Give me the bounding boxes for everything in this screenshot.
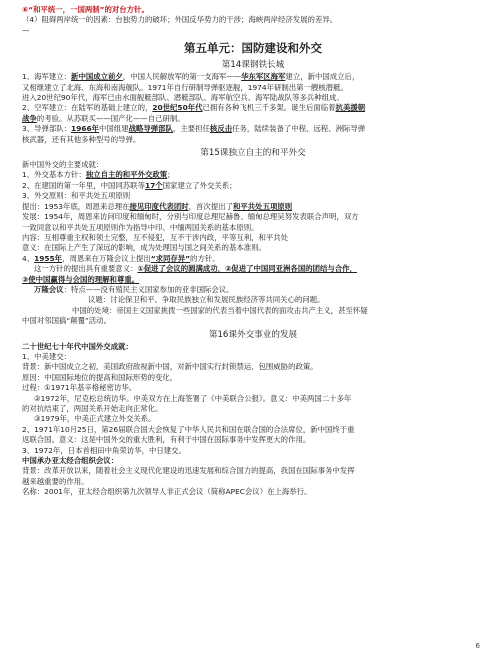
diplomacy-intro: 新中国外交的主要成就：: [22, 160, 104, 170]
first-year-relations: 2、在建国的第一年里，中国同苏联等17个国家建立了外交关系；: [22, 180, 237, 190]
basic-policy: 1、外交基本方针：独立自主的和平外交政策；: [22, 170, 175, 180]
airforce-paragraph: 2、空军建立：在陆军的基础上建立的，20世纪50年代已拥有各种飞机三千多架。诞生后面临着抗美援朝: [22, 103, 366, 113]
un-seat: 2、1971年10月25日，第26届联合国大会恢复了中华人民共和国在联合国的合法席位，新中国终于重: [22, 424, 355, 434]
diplomatic-principles: 3、外交原则：和平共处五项原则: [22, 191, 131, 201]
process-step-2: ②1972年，尼克松总统访华。中美双方在上海签署了《中美联合公报》。意义：中美两国二十多年: [34, 393, 352, 403]
apec-name: 名称：2001年，亚太经合组织第九次领导人非正式会议（简称APEC会议）在上海举行。: [22, 487, 312, 497]
bandung-topic: 议题：讨论保卫和平、争取民族独立和发展民族经济等共同关心的问题。: [88, 295, 325, 305]
unit-title: 第五单元：国防建设和外交: [184, 41, 322, 56]
un-seat-2: 返联合国。意义：这是中国外交的重大胜利，有利于中国在国际事务中发挥更大的作用。: [22, 435, 311, 445]
principles-development-2: 一致同意以和平共处五项原则作为指导中印、中缅两国关系的基本原则。: [22, 222, 259, 232]
sino-us-relations: 1、中美建交：: [22, 351, 72, 361]
dash-mark: —: [22, 25, 30, 35]
page-number: 6: [475, 641, 480, 650]
process-step-1: 过程：①1971年基辛格秘密访华。: [22, 383, 137, 393]
sino-us-background: 背景：新中国成立之初，美国政府敌视新中国，对新中国实行封锁禁运、包围威胁的政策。: [22, 362, 318, 372]
principles-significance: 意义：在国际上产生了深远的影响，成为处理国与国之间关系的基本准则。: [22, 243, 266, 253]
policy-significance-2: ③使中国赢得与会国的理解和尊重。: [22, 274, 140, 284]
principles-development: 发展：1954年，周恩来访问印度和缅甸时，分别与印度总理尼赫鲁、缅甸总理吴努发表联合声明，双方: [22, 212, 359, 222]
apec-background-2: 越来越重要的作用。: [22, 476, 89, 486]
page-content: [22, 5, 484, 498]
lesson-14-title: 第14课钢铁长城: [221, 60, 285, 71]
policy-significance: 这一方针的提出具有重要意义：①促进了会议的圆满成功，②促进了中国同亚洲各国的团结与合作，: [34, 264, 357, 274]
unification-obstacles: （4）阻碍两岸统一的因素：台独势力的破坏；外国反华势力的干涉；海峡两岸经济发展的差异。: [22, 15, 338, 25]
seventies-achievements: 二十世纪七十年代中国外交成就：: [22, 341, 133, 351]
china-situation: 中国的处境：帝国主义国家挑拨一些国家的代表当着中国代表的面攻击共产主义，甚至怀疑: [72, 305, 368, 315]
bandung-policy: 4、1955年，周恩来在万隆会议上提出“求同存异”的方针。: [22, 253, 220, 263]
airforce-line-2: 战争的考验。从苏联买——国产化——自己研制。: [22, 113, 185, 123]
principles-content: 内容：互相尊重主权和领土完整，互不侵犯，互不干涉内政，平等互利，和平共处: [22, 232, 289, 242]
navy-line-2: 又相继建立了北海、东海和南海舰队。1971年自行研制导弹驱逐舰，1974年研制出第一艘核潜艇。: [22, 82, 348, 92]
process-step-3: ③1979年，中美正式建立外交关系。: [34, 414, 156, 424]
sino-japan-relations: 3、1972年，日本首相田中角荣访华，中日建交。: [22, 445, 186, 455]
lesson-16-title: 第16课外交事业的发展: [208, 329, 298, 340]
missile-paragraph: 3、导弹部队：1966年中国组建战略导弹部队，主要担任核反击任务，陆续装备了中程、远程、洲际导弹: [22, 124, 366, 134]
policy-item-6: ⑥“和平统一，一国两制”的对台方针。: [22, 5, 149, 14]
bandung-conference: 万隆会议：特点——没有殖民主义国家参加的亚非国际会议。: [34, 284, 234, 294]
navy-line-3: 进入20世纪90年代，海军已由水面舰艇部队、潜艇部队、海军航空兵、海军陆战队等多兵种组成。: [22, 93, 344, 103]
apec-background: 背景：改革开放以来，随着社会主义现代化建设的迅速发展和综合国力的提高，我国在国际事务中发挥: [22, 466, 355, 476]
sino-us-reason: 原因：中国国际地位的提高和国际形势的变化，: [22, 372, 178, 382]
apec-heading: 中国承办亚太经合组织会议：: [22, 456, 119, 466]
lesson-15-title: 第15课独立自主的和平外交: [200, 148, 306, 159]
navy-paragraph: 1、海军建立：新中国成立前夕，中国人民解放军的第一支海军——华东军区海军建立，新中国成立后，: [22, 72, 360, 82]
principles-proposed: 提出：1953年底，周恩来总理在接见印度代表团时，首次提出了和平共处五项原则: [22, 201, 293, 211]
missile-line-2: 核武器，还有其他多种型号的导弹。: [22, 134, 141, 144]
process-step-2-cont: 的对抗结束了，两国关系开始走向正常化。: [22, 404, 163, 413]
china-situation-2: 中国对邻国搞“颠覆”活动。: [22, 316, 111, 326]
